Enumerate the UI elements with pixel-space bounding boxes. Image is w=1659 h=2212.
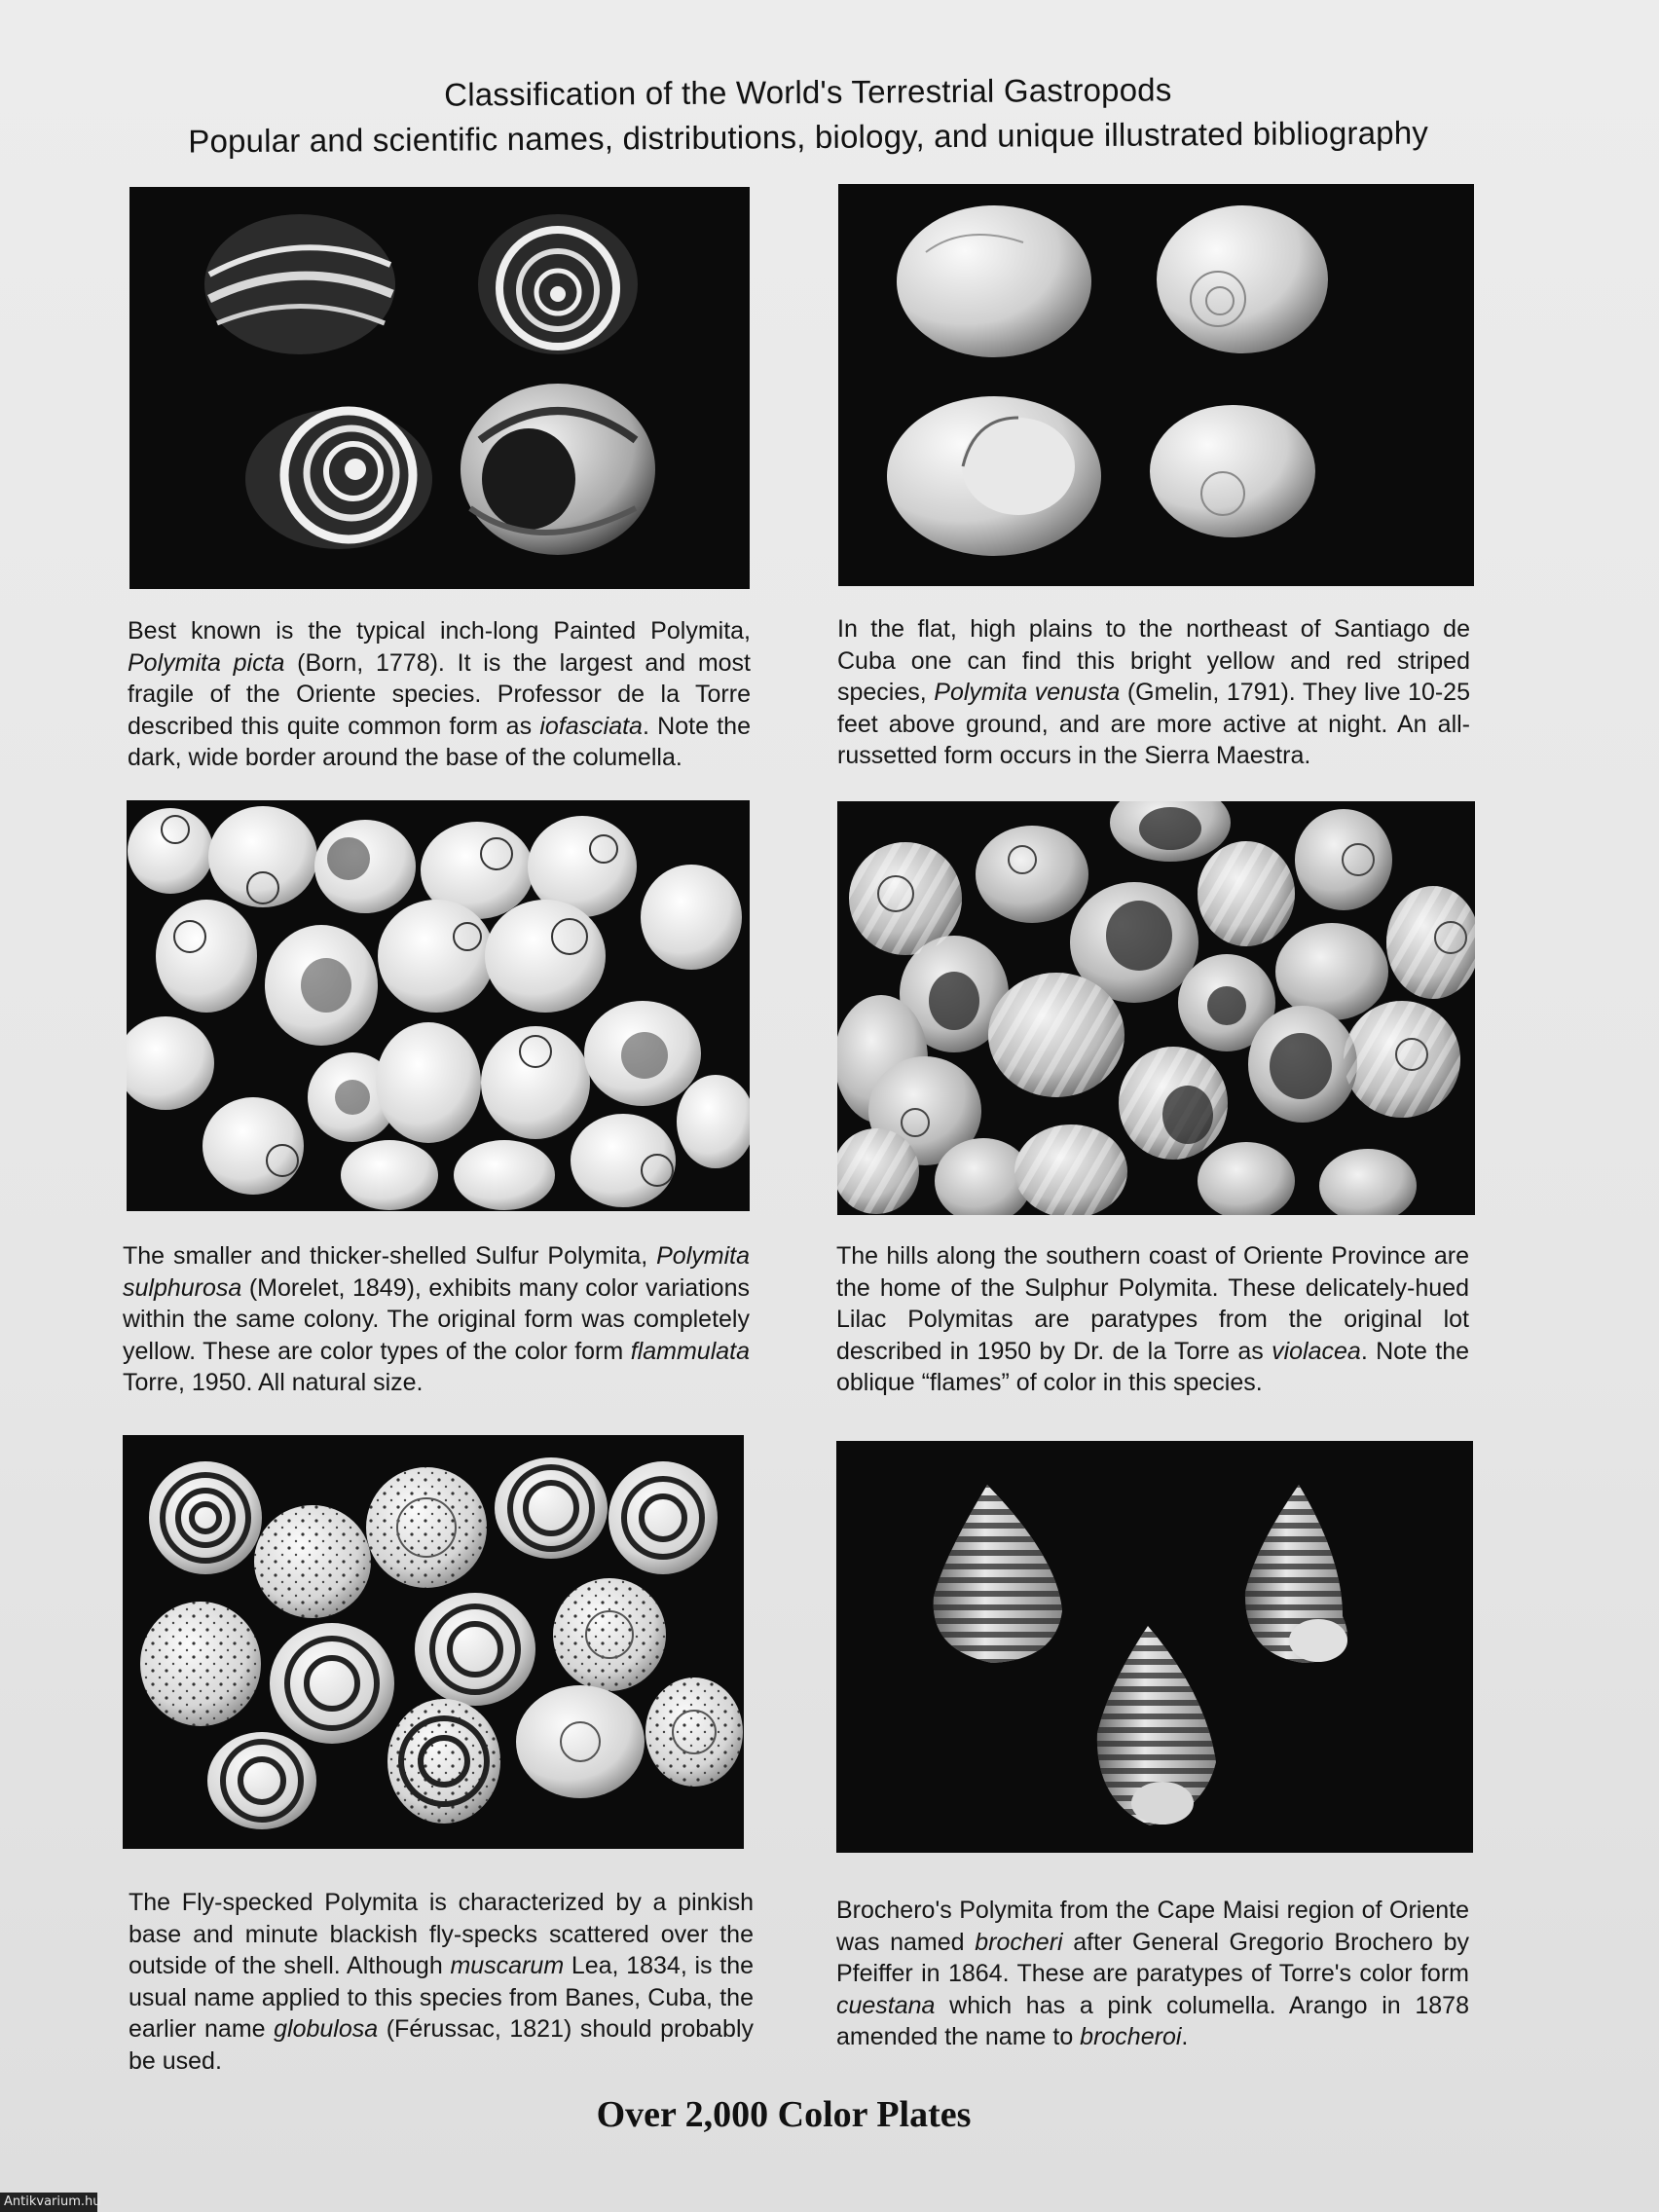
caption-text: which has a pink columella. Arango in 1878 amended the name to — [836, 1991, 1469, 2050]
shell — [204, 214, 395, 354]
form-name: violacea — [1272, 1337, 1361, 1365]
caption-text: . — [1181, 2023, 1189, 2050]
photo-polymita-sulphurosa — [127, 800, 750, 1211]
caption-text: Best known is the typical inch-long Painted Polymita, — [128, 617, 751, 645]
photo-polymita-venusta — [838, 184, 1474, 586]
caption-text: (Morelet, 1849), exhibits many color variations within the same colony. The original form was completely yellow. These are color types of the color form — [123, 1273, 750, 1365]
caption-polymita-picta — [128, 615, 751, 774]
caption-text: . Note the dark, wide border around the base of the columella. — [128, 712, 751, 771]
species-name: muscarum — [450, 1952, 565, 1979]
caption-polymita-sulphurosa — [123, 1240, 750, 1399]
species-name: Polymita sulphurosa — [123, 1242, 750, 1302]
species-name: Polymita venusta — [934, 679, 1121, 706]
footer-tagline: Over 2,000 Color Plates — [596, 2094, 972, 2135]
caption-text: The hills along the southern coast of Oriente Province are the home of the Sulphur Polymita. These delicately-hued Lilac Polymitas are paratypes from the original lot described in 1950 by Dr. de la Torre as — [836, 1242, 1469, 1365]
caption-text: (Born, 1778). It is the largest and most fragile of the Oriente species. Professor de la Torre described this quite common form as — [128, 648, 751, 740]
caption-text: The Fly-specked Polymita is characterized by a pinkish base and minute blackish fly-specks scattered over the outside of the shell. Although — [129, 1889, 754, 1979]
species-name: brocheroi — [1080, 2023, 1182, 2050]
caption-text: (Gmelin, 1791). They live 10-25 feet above ground, and are more active at night. An all-russetted form occurs in the Sierra Maestra. — [837, 679, 1470, 769]
form-name: cuestana — [836, 1991, 936, 2019]
header-subtitle: Popular and scientific names, distributions, biology, and unique illustrated bibliography — [188, 114, 1429, 160]
photo-polymita-picta — [129, 187, 750, 589]
caption-polymita-brocheri — [836, 1895, 1469, 2053]
watermark: Antikvarium.hu — [0, 2193, 97, 2212]
caption-text: . Note the oblique “flames” of color in this species. — [836, 1337, 1470, 1396]
species-name: globulosa — [274, 2015, 379, 2043]
caption-polymita-venusta — [837, 613, 1470, 772]
caption-text: after General Gregorio Brochero by Pfeiffer in 1864. These are paratypes of Torre's color form — [836, 1928, 1469, 1987]
photo-polymita-brocheri — [836, 1441, 1473, 1853]
form-name: flammulata — [630, 1337, 750, 1365]
photo-polymita-muscarum — [123, 1435, 744, 1849]
caption-text: Brochero's Polymita from the Cape Maisi region of Oriente was named — [836, 1897, 1469, 1956]
caption-text: Torre, 1950. All natural size. — [123, 1369, 424, 1396]
caption-polymita-muscarum — [129, 1887, 754, 2077]
caption-polymita-violacea — [836, 1240, 1469, 1399]
caption-text: (Férussac, 1821) should probably be used. — [129, 2015, 755, 2075]
caption-text: Lea, 1834, is the usual name applied to this species from Banes, Cuba, the earlier name — [129, 1952, 755, 2043]
page-header — [97, 65, 1520, 165]
photo-polymita-violacea — [837, 801, 1475, 1215]
header-title: Classification of the World's Terrestrial Gastropods — [444, 71, 1172, 113]
form-name: iofasciata — [539, 712, 643, 740]
caption-text: The smaller and thicker-shelled Sulfur Polymita, — [123, 1242, 657, 1270]
species-name: brocheri — [975, 1928, 1063, 1956]
caption-text: In the flat, high plains to the northeast of Santiago de Cuba one can find this bright yellow and red striped species, — [837, 615, 1470, 706]
species-name: Polymita picta — [128, 648, 285, 677]
